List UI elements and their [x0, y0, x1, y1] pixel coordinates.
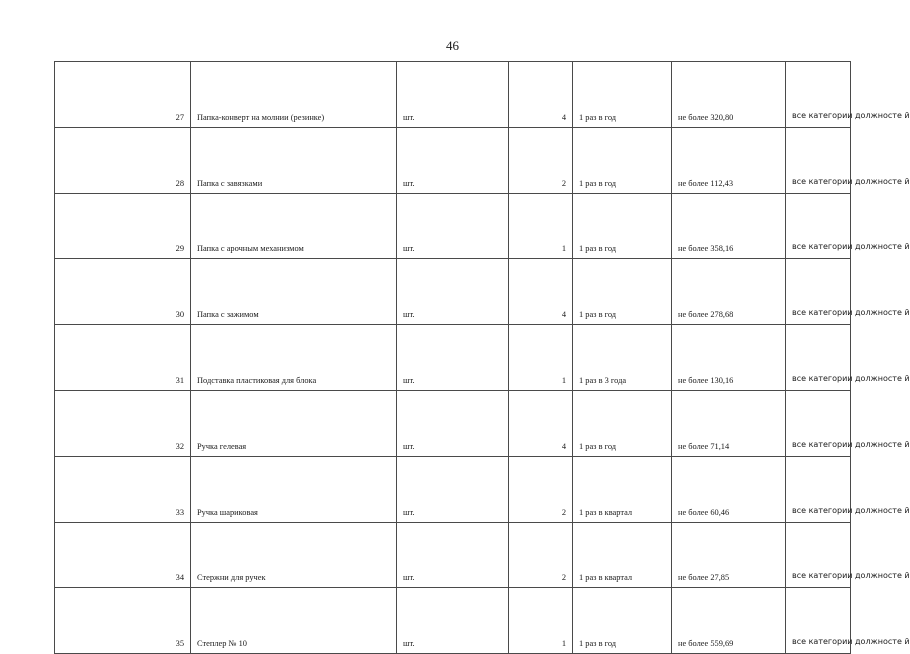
item-number-cell: 30	[55, 259, 191, 325]
item-unit-cell: шт.	[397, 588, 509, 654]
item-frequency-cell: 1 раз в квартал	[573, 522, 672, 588]
table-body	[55, 62, 910, 654]
page-number: 46	[446, 38, 459, 53]
supplies-table	[54, 61, 910, 654]
item-quantity-cell: 1	[509, 193, 573, 259]
item-frequency-cell: 1 раз в год	[573, 62, 672, 128]
item-category-cell: все категории должносте й	[786, 259, 851, 325]
item-quantity-cell: 2	[509, 456, 573, 522]
table-row	[55, 522, 851, 588]
table-row	[55, 259, 851, 325]
item-unit-cell: шт.	[397, 456, 509, 522]
item-name-cell: Папка-конверт на молнии (резинке)	[191, 62, 397, 128]
item-category-cell: все категории должносте й	[786, 522, 851, 588]
item-frequency-cell: 1 раз в квартал	[573, 456, 672, 522]
item-price-cell: не более 27,85	[672, 522, 786, 588]
item-price-cell: не более 71,14	[672, 390, 786, 456]
item-number-cell: 34	[55, 522, 191, 588]
item-price-cell: не более 358,16	[672, 193, 786, 259]
item-number-cell: 35	[55, 588, 191, 654]
item-price-cell: не более 559,69	[672, 588, 786, 654]
item-frequency-cell: 1 раз в год	[573, 390, 672, 456]
table-row	[55, 325, 851, 391]
item-category-cell: все категории должносте й	[786, 390, 851, 456]
item-number-cell: 33	[55, 456, 191, 522]
item-frequency-cell: 1 раз в год	[573, 193, 672, 259]
item-quantity-cell: 4	[509, 62, 573, 128]
item-quantity-cell: 1	[509, 588, 573, 654]
item-frequency-cell: 1 раз в год	[573, 127, 672, 193]
item-number-cell: 27	[55, 62, 191, 128]
item-price-cell: не более 112,43	[672, 127, 786, 193]
item-category-cell: все категории должносте й	[786, 456, 851, 522]
item-number-cell: 29	[55, 193, 191, 259]
item-unit-cell: шт.	[397, 127, 509, 193]
item-unit-cell: шт.	[397, 325, 509, 391]
item-price-cell: не более 278,68	[672, 259, 786, 325]
item-unit-cell: шт.	[397, 390, 509, 456]
item-number-cell: 32	[55, 390, 191, 456]
item-quantity-cell: 4	[509, 259, 573, 325]
item-category-cell: все категории должносте й	[786, 325, 851, 391]
item-category-cell: все категории должносте й	[786, 127, 851, 193]
item-name-cell: Ручка гелевая	[191, 390, 397, 456]
item-frequency-cell: 1 раз в год	[573, 259, 672, 325]
table-row	[55, 588, 851, 654]
table-row	[55, 127, 851, 193]
item-category-cell: все категории должносте й	[786, 588, 851, 654]
table-row	[55, 390, 851, 456]
item-quantity-cell: 2	[509, 127, 573, 193]
item-quantity-cell: 4	[509, 390, 573, 456]
item-name-cell: Папка с завязками	[191, 127, 397, 193]
item-unit-cell: шт.	[397, 259, 509, 325]
item-unit-cell: шт.	[397, 193, 509, 259]
item-unit-cell: шт.	[397, 62, 509, 128]
table-row	[55, 456, 851, 522]
item-frequency-cell: 1 раз в 3 года	[573, 325, 672, 391]
item-price-cell: не более 320,80	[672, 62, 786, 128]
item-category-cell: все категории должносте й	[786, 193, 851, 259]
item-name-cell: Ручка шариковая	[191, 456, 397, 522]
item-number-cell: 28	[55, 127, 191, 193]
item-name-cell: Степлер № 10	[191, 588, 397, 654]
item-name-cell: Стержни для ручек	[191, 522, 397, 588]
item-unit-cell: шт.	[397, 522, 509, 588]
item-category-cell: все категории должносте й	[786, 62, 851, 128]
item-quantity-cell: 1	[509, 325, 573, 391]
table-row	[55, 193, 851, 259]
item-quantity-cell: 2	[509, 522, 573, 588]
item-name-cell: Папка с зажимом	[191, 259, 397, 325]
item-name-cell: Подставка пластиковая для блока	[191, 325, 397, 391]
item-frequency-cell: 1 раз в год	[573, 588, 672, 654]
item-name-cell: Папка с арочным механизмом	[191, 193, 397, 259]
item-price-cell: не более 60,46	[672, 456, 786, 522]
item-price-cell: не более 130,16	[672, 325, 786, 391]
table-row	[55, 62, 851, 128]
item-number-cell: 31	[55, 325, 191, 391]
